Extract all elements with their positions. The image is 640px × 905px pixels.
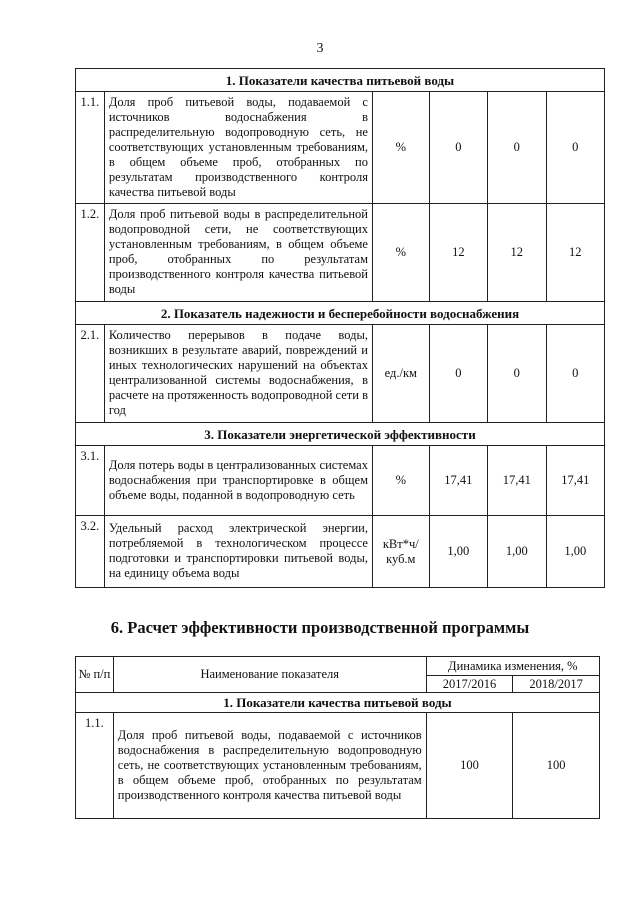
row-unit: ед./км — [372, 325, 429, 423]
section-row — [76, 423, 605, 446]
row-value-1: 17,41 — [429, 446, 487, 516]
row-unit: % — [372, 446, 429, 516]
row-value-1: 0 — [429, 325, 487, 423]
row-number: 1.1. — [76, 92, 105, 204]
row-value-2: 12 — [488, 204, 546, 302]
column-header-dynamics: Динамика изменения, % — [426, 657, 599, 676]
row-description: Количество перерывов в подаче воды, возникших в результате аварий, повреждений и иных технологических нарушений на объектах централизованной системы водоснабжения, в расчете на протяженность водопроводной сети в год — [104, 325, 372, 423]
efficiency-table — [75, 656, 600, 819]
row-value-2: 17,41 — [488, 446, 546, 516]
row-value-2: 100 — [513, 713, 600, 819]
row-value-2: 0 — [488, 325, 546, 423]
table-row — [76, 713, 600, 819]
row-unit: % — [372, 204, 429, 302]
column-header-year-1: 2017/2016 — [426, 676, 513, 693]
row-description: Доля проб питьевой воды, подаваемой с источников водоснабжения в распределительную водопроводную сеть, не соответствующих установленным требованиям, в общем объеме проб, отобранных по результатам производственного контроля качества питьевой воды — [104, 92, 372, 204]
row-value-3: 0 — [546, 325, 604, 423]
section-row — [76, 693, 600, 713]
row-description: Доля проб питьевой воды в распределительной водопроводной сети, не соответствующих установленным требованиям, в общем объеме проб, отобранных по результатам производственного контроля качества питьевой воды — [104, 204, 372, 302]
section-title-3: 3. Показатели энергетической эффективности — [76, 423, 605, 446]
row-description: Доля потерь воды в централизованных системах водоснабжения при транспортировке в общем объеме воды, поданной в водопроводную сеть — [104, 446, 372, 516]
row-value-2: 0 — [488, 92, 546, 204]
indicators-table — [75, 68, 605, 588]
row-value-3: 0 — [546, 92, 604, 204]
section-row — [76, 302, 605, 325]
row-number: 3.2. — [76, 516, 105, 588]
row-unit: кВт*ч/ куб.м — [372, 516, 429, 588]
row-value-3: 1,00 — [546, 516, 604, 588]
row-number: 3.1. — [76, 446, 105, 516]
row-value-1: 12 — [429, 204, 487, 302]
table-row — [76, 446, 605, 516]
row-value-1: 0 — [429, 92, 487, 204]
row-value-2: 1,00 — [488, 516, 546, 588]
header-row — [76, 657, 600, 676]
table-row — [76, 325, 605, 423]
table-row — [76, 516, 605, 588]
row-unit: % — [372, 92, 429, 204]
row-number: 2.1. — [76, 325, 105, 423]
section-title-1: 1. Показатели качества питьевой воды — [76, 693, 600, 713]
row-value-3: 17,41 — [546, 446, 604, 516]
column-header-name: Наименование показателя — [113, 657, 426, 693]
column-header-number: № п/п — [76, 657, 114, 693]
section-heading: 6. Расчет эффективности производственной программы — [110, 618, 530, 637]
row-description: Удельный расход электрической энергии, потребляемой в технологическом процессе подготовки и транспортировки питьевой воды, на единицу объема воды — [104, 516, 372, 588]
section-row — [76, 69, 605, 92]
row-value-3: 12 — [546, 204, 604, 302]
section-title-2: 2. Показатель надежности и бесперебойности водоснабжения — [76, 302, 605, 325]
row-value-1: 100 — [426, 713, 513, 819]
row-value-1: 1,00 — [429, 516, 487, 588]
table-row — [76, 204, 605, 302]
column-header-year-2: 2018/2017 — [513, 676, 600, 693]
page-number: 3 — [316, 41, 324, 56]
row-number: 1.1. — [76, 713, 114, 819]
row-number: 1.2. — [76, 204, 105, 302]
section-title-1: 1. Показатели качества питьевой воды — [76, 69, 605, 92]
row-description: Доля проб питьевой воды, подаваемой с источников водоснабжения в распределительную водопроводную сеть, не соответствующих установленным требованиям, в общем объеме проб, отобранных по результатам производственного контроля качества питьевой воды — [113, 713, 426, 819]
table-row — [76, 92, 605, 204]
